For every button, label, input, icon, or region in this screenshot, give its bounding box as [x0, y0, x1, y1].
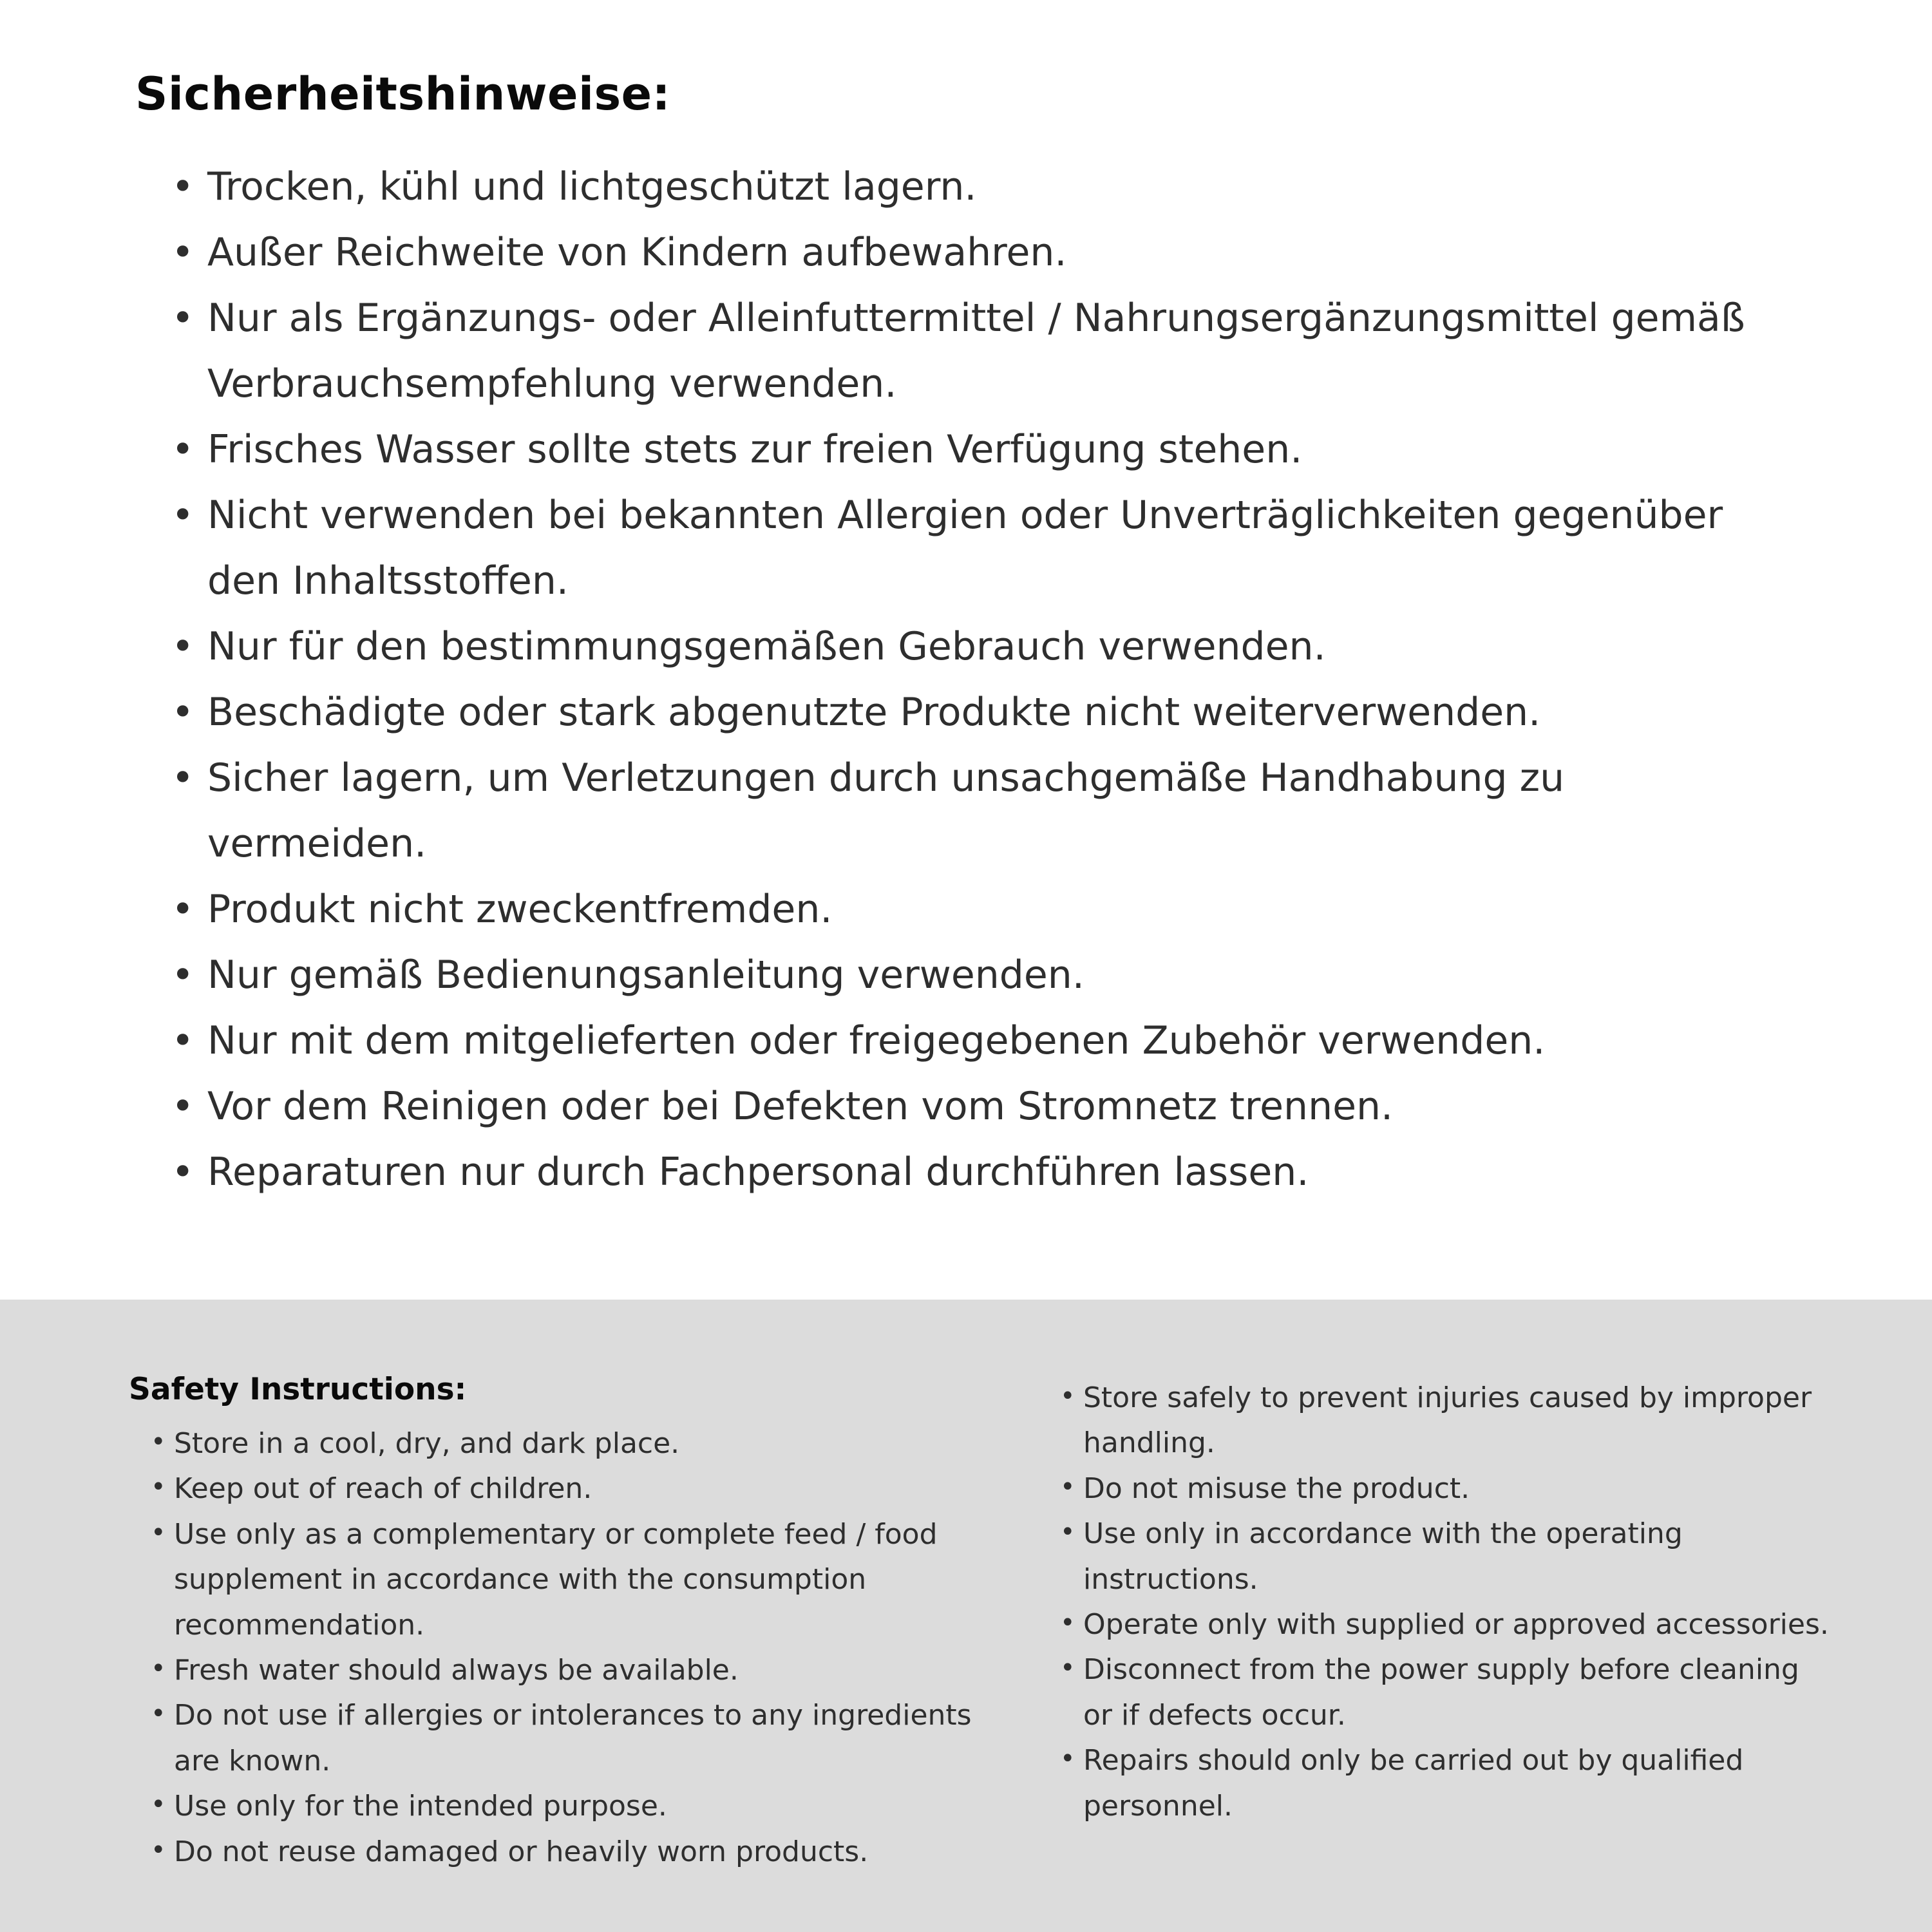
list-item: • Frisches Wasser sollte stets zur freien Verfügung stehen. — [169, 417, 1784, 482]
english-right-column — [1056, 1372, 1829, 1932]
english-safety-section — [0, 1300, 1932, 1932]
list-item: • Do not misuse the product. — [1056, 1466, 1829, 1511]
german-section-title: Sicherheitshinweise: — [135, 68, 671, 120]
english-left-column — [129, 1372, 998, 1932]
list-item: • Vor dem Reinigen oder bei Defekten vom Stromnetz trennen. — [169, 1074, 1784, 1139]
list-item: • Keep out of reach of children. — [147, 1466, 998, 1511]
list-item: • Nur als Ergänzungs- oder Alleinfuttermittel / Nahrungsergänzungsmittel gemäß Verbrauchsempfehlung verwenden. — [169, 285, 1784, 417]
list-item: • Trocken, kühl und lichtgeschützt lagern. — [169, 154, 1784, 220]
list-item: • Sicher lagern, um Verletzungen durch unsachgemäße Handhabung zu vermeiden. — [169, 745, 1784, 876]
english-safety-list-right — [1056, 1372, 1829, 1829]
list-item: • Repairs should only be carried out by qualified personnel. — [1056, 1738, 1829, 1829]
list-item: • Disconnect from the power supply before cleaning or if defects occur. — [1056, 1647, 1829, 1738]
list-item: • Store in a cool, dry, and dark place. — [147, 1421, 998, 1466]
list-item: • Außer Reichweite von Kindern aufbewahren. — [169, 220, 1784, 285]
list-item: • Produkt nicht zweckentfremden. — [169, 876, 1784, 942]
list-item: • Beschädigte oder stark abgenutzte Produkte nicht weiterverwenden. — [169, 679, 1784, 745]
list-item: • Nur mit dem mitgelieferten oder freigegebenen Zubehör verwenden. — [169, 1008, 1784, 1074]
list-item: • Use only for the intended purpose. — [147, 1784, 998, 1829]
list-item: • Fresh water should always be available. — [147, 1648, 998, 1693]
list-item: • Reparaturen nur durch Fachpersonal durchführen lassen. — [169, 1139, 1784, 1205]
german-safety-list — [135, 154, 1784, 1205]
list-item: • Use only as a complementary or complete feed / food supplement in accordance with the consumption recommendation. — [147, 1512, 998, 1648]
list-item: • Operate only with supplied or approved accessories. — [1056, 1602, 1829, 1647]
list-item: • Nur für den bestimmungsgemäßen Gebrauch verwenden. — [169, 614, 1784, 679]
list-item: • Use only in accordance with the operating instructions. — [1056, 1511, 1829, 1602]
list-item: • Do not use if allergies or intolerances to any ingredients are known. — [147, 1693, 998, 1784]
list-item: • Nicht verwenden bei bekannten Allergien oder Unverträglichkeiten gegenüber den Inhaltsstoffen. — [169, 482, 1784, 614]
list-item: • Do not reuse damaged or heavily worn products. — [147, 1830, 998, 1875]
list-item: • Nur gemäß Bedienungsanleitung verwenden. — [169, 942, 1784, 1008]
list-item: • Store safely to prevent injuries caused by improper handling. — [1056, 1376, 1829, 1466]
english-safety-list-left — [129, 1421, 998, 1875]
english-section-title: Safety Instructions: — [129, 1372, 467, 1407]
